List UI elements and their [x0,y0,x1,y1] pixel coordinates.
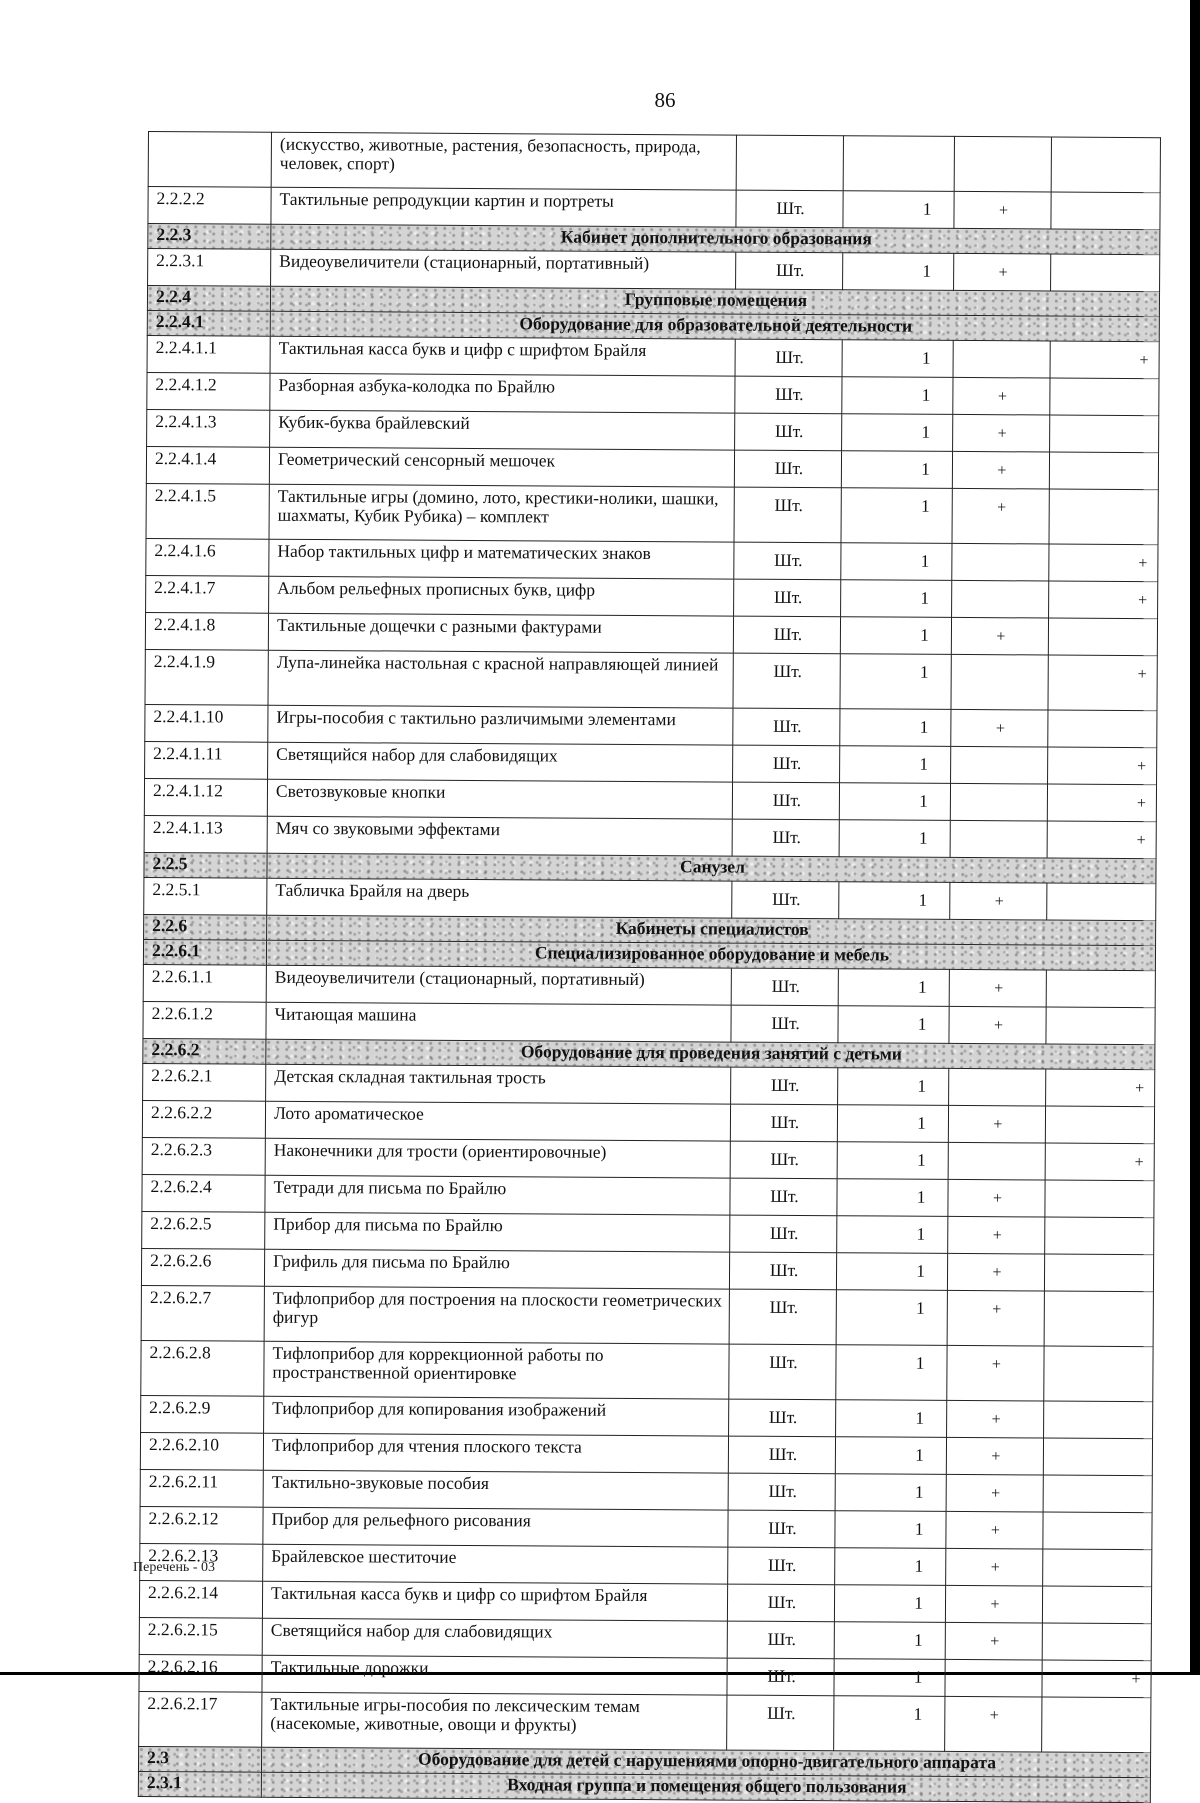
section-code: 2.2.6 [144,914,267,940]
item-quantity: 1 [835,1437,946,1475]
mark-column-1: + [947,1253,1044,1291]
item-quantity: 1 [836,1290,947,1346]
item-code: 2.2.4.1.2 [147,372,270,410]
mark-column-2 [1043,1512,1152,1550]
item-code: 2.2.4.1.10 [145,704,268,742]
item-unit: Шт. [727,1658,834,1696]
mark-column-2 [1044,1401,1153,1439]
item-unit: Шт. [731,968,838,1006]
section-title: Входная группа и помещения общего пользования [261,1772,1150,1802]
table-row [140,1506,1152,1549]
item-code: 2.2.4.1.13 [144,815,267,853]
mark-column-1: + [954,191,1051,229]
item-unit: Шт. [727,1621,834,1659]
item-quantity: 1 [841,451,952,489]
table-row [140,1469,1152,1512]
mark-column-1: + [953,414,1050,452]
table-row [145,649,1157,710]
item-name: Тактильная касса букв и цифр с шрифтом Брайля [270,336,735,376]
table-row [144,877,1156,920]
mark-column-2: + [1042,1660,1151,1698]
item-unit: Шт. [735,339,842,377]
mark-column-1: + [946,1437,1043,1475]
table-row [145,741,1157,784]
item-code: 2.2.4.1.1 [147,335,270,373]
table-row [148,132,1160,193]
section-title: Санузел [267,853,1156,883]
mark-column-2 [1043,1438,1152,1476]
mark-column-2: + [1050,341,1159,379]
table-row [140,1432,1152,1475]
item-quantity: 1 [842,340,953,378]
mark-column-1: + [948,1105,1045,1143]
mark-column-2: + [1047,784,1156,822]
table-row [146,538,1158,581]
item-name: (искусство, животные, растения, безопасность, природа, человек, спорт) [271,132,736,190]
item-quantity: 1 [836,1345,947,1401]
item-code: 2.2.6.1.1 [143,964,266,1002]
item-unit: Шт. [734,579,841,617]
item-code: 2.2.4.1.9 [145,649,268,705]
mark-column-1: + [948,1179,1045,1217]
section-code: 2.2.6.2 [143,1038,266,1064]
item-unit: Шт. [728,1510,835,1548]
item-quantity: 1 [843,191,954,229]
item-code: 2.2.6.1.2 [143,1001,266,1039]
table-row [147,335,1159,378]
mark-column-2 [1044,1254,1153,1292]
item-unit: Шт. [729,1289,836,1345]
item-unit: Шт. [732,819,839,857]
item-code: 2.2.4.1.11 [145,741,268,779]
item-unit: Шт. [733,745,840,783]
item-unit: Шт. [729,1252,836,1290]
mark-column-1: + [949,969,1046,1007]
item-name: Тактильная касса букв и цифр со шрифтом Брайля [262,1581,727,1621]
table-row [148,187,1160,230]
item-code: 2.2.4.1.4 [146,446,269,484]
item-unit: Шт. [727,1695,834,1751]
item-name: Видеоувеличители (стационарный, портативный) [271,249,736,289]
mark-column-1 [953,340,1050,378]
mark-column-1: + [951,709,1048,747]
item-code: 2.2.6.2.11 [140,1469,263,1507]
table-row [146,483,1158,544]
mark-column-1: + [947,1345,1044,1401]
table-row [139,1617,1151,1660]
section-code: 2.2.4 [147,286,270,312]
item-unit: Шт. [730,1215,837,1253]
table-row [141,1285,1153,1346]
item-quantity: 1 [841,543,952,581]
section-code: 2.2.3 [148,224,271,250]
mark-column-1 [951,746,1048,784]
item-unit: Шт. [731,1067,838,1105]
item-code: 2.2.6.2.5 [142,1211,265,1249]
item-name: Мяч со звуковыми эффектами [267,816,732,856]
item-name: Тактильные дорожки [262,1655,727,1695]
item-name: Альбом рельефных прописных букв, цифр [269,576,734,616]
item-name: Наконечники для трости (ориентировочные) [265,1138,730,1178]
item-code: 2.2.4.1.5 [146,483,269,539]
section-code: 2.2.5 [144,852,267,878]
mark-column-2: + [1049,544,1158,582]
section-code: 2.2.4.1 [147,310,270,336]
item-quantity: 1 [840,654,951,710]
mark-column-2 [1051,192,1160,230]
item-unit: Шт. [730,1141,837,1179]
item-name: Видеоувеличители (стационарный, портативный) [266,965,731,1005]
item-quantity: 1 [836,1253,947,1291]
table-row [141,1395,1153,1438]
item-name: Тактильные игры-пособия по лексическим темам (насекомые, животные, овощи и фрукты) [262,1692,727,1750]
item-unit: Шт. [734,542,841,580]
mark-column-2 [1045,1217,1154,1255]
mark-column-2 [1045,1180,1154,1218]
item-name: Тифлоприбор для чтения плоского текста [263,1433,728,1473]
item-name: Набор тактильных цифр и математических знаков [269,539,734,579]
item-quantity: 1 [841,488,952,544]
item-code: 2.2.4.1.12 [144,778,267,816]
item-quantity: 1 [842,377,953,415]
item-code: 2.2.6.2.12 [140,1506,263,1544]
mark-column-1: + [951,617,1048,655]
table-row [145,612,1157,655]
item-quantity: 1 [840,746,951,784]
table-row [142,1137,1154,1180]
item-code: 2.2.6.2.9 [141,1395,264,1433]
table-row [148,249,1160,292]
table-row [143,964,1155,1007]
mark-column-2: + [1046,1069,1155,1107]
item-name: Детская складная тактильная трость [266,1064,731,1104]
table-row [144,815,1156,858]
table-row [146,446,1158,489]
item-code: 2.2.6.2.4 [142,1174,265,1212]
mark-column-2: + [1047,821,1156,859]
mark-column-2 [1050,415,1159,453]
equipment-table-body [138,132,1160,1803]
mark-column-2 [1051,137,1160,193]
item-name: Табличка Брайля на дверь [267,878,732,918]
mark-column-1: + [952,488,1049,544]
mark-column-2 [1050,378,1159,416]
item-quantity: 1 [841,580,952,618]
mark-column-1: + [950,882,1047,920]
item-quantity: 1 [839,882,950,920]
mark-column-1: + [945,1585,1042,1623]
item-unit: Шт. [733,708,840,746]
item-quantity: 1 [838,969,949,1007]
item-name: Тактильно-звуковые пособия [263,1470,728,1510]
item-name: Тетради для письма по Брайлю [265,1175,730,1215]
item-unit: Шт. [728,1436,835,1474]
mark-column-2 [1047,883,1156,921]
mark-column-1: + [947,1400,1044,1438]
item-name: Тифлоприбор для построения на плоскости геометрических фигур [264,1286,729,1344]
item-quantity: 1 [834,1622,945,1660]
mark-column-1: + [946,1511,1043,1549]
item-code: 2.2.4.1.6 [146,538,269,576]
section-title: Групповые помещения [270,286,1159,316]
table-row [140,1543,1152,1586]
item-unit: Шт. [733,616,840,654]
item-unit: Шт. [736,252,843,290]
section-code: 2.3.1 [138,1771,261,1797]
mark-column-1 [948,1142,1045,1180]
item-quantity: 1 [835,1474,946,1512]
table-row [146,575,1158,618]
mark-column-2: + [1048,655,1157,711]
mark-column-2 [1042,1623,1151,1661]
table-row [139,1654,1151,1697]
item-quantity: 1 [839,820,950,858]
item-quantity: 1 [839,783,950,821]
item-code: 2.2.6.2.14 [139,1580,262,1618]
mark-column-1: + [953,377,1050,415]
item-unit: Шт. [732,782,839,820]
mark-column-1 [949,1068,1046,1106]
table-row [143,1063,1155,1106]
item-unit: Шт. [733,653,840,709]
item-unit: Шт. [728,1473,835,1511]
item-quantity: 1 [838,1006,949,1044]
item-quantity: 1 [835,1548,946,1586]
mark-column-2 [1042,1586,1151,1624]
item-name: Прибор для письма по Брайлю [265,1212,730,1252]
mark-column-1 [950,820,1047,858]
item-code: 2.2.6.2.2 [142,1100,265,1138]
mark-column-1: + [947,1290,1044,1346]
item-unit: Шт. [728,1547,835,1585]
item-name: Тактильные дощечки с разными фактурами [268,613,733,653]
mark-column-2 [1048,618,1157,656]
mark-column-2 [1044,1291,1153,1347]
item-name: Кубик-буква брайлевский [270,410,735,450]
item-unit [736,135,843,191]
item-quantity [843,136,954,192]
item-name: Геометрический сенсорный мешочек [269,447,734,487]
item-name: Лупа-линейка настольная с красной направляющей линией [268,650,733,708]
item-code: 2.2.4.1.3 [147,409,270,447]
mark-column-2 [1049,489,1158,545]
mark-column-2 [1043,1475,1152,1513]
item-quantity: 1 [834,1659,945,1697]
mark-column-1: + [945,1696,1042,1752]
mark-column-2 [1046,1007,1155,1045]
mark-column-1: + [946,1548,1043,1586]
item-unit: Шт. [727,1584,834,1622]
item-quantity: 1 [835,1511,946,1549]
item-unit: Шт. [735,376,842,414]
section-code: 2.2.6.1 [143,939,266,965]
mark-column-2 [1044,1346,1153,1402]
mark-column-2 [1048,710,1157,748]
table-row [142,1100,1154,1143]
page-number: 86 [654,88,676,112]
item-name: Игры-пособия с тактильно различимыми элементами [268,705,733,745]
item-code: 2.2.6.2.6 [141,1248,264,1286]
section-title: Оборудование для детей с нарушениями опорно-двигательного аппарата [261,1747,1150,1777]
item-unit: Шт. [731,1005,838,1043]
item-quantity: 1 [840,709,951,747]
item-code: 2.2.6.2.1 [143,1063,266,1101]
mark-column-1: + [952,451,1049,489]
item-code: 2.2.6.2.15 [139,1617,262,1655]
table-row [144,778,1156,821]
equipment-list [138,131,1160,1803]
item-quantity: 1 [843,253,954,291]
section-title: Оборудование для образовательной деятельности [270,311,1159,341]
table-row [141,1248,1153,1291]
item-name: Светящийся набор для слабовидящих [268,742,733,782]
item-name: Прибор для рельефного рисования [263,1507,728,1547]
item-code: 2.2.6.2.13 [140,1543,263,1581]
item-code: 2.2.6.2.7 [141,1285,264,1341]
mark-column-1 [950,783,1047,821]
item-name: Светозвуковые кнопки [267,779,732,819]
item-quantity: 1 [837,1105,948,1143]
mark-column-2: + [1045,1143,1154,1181]
mark-column-1: + [945,1622,1042,1660]
item-code: 2.2.4.1.7 [146,575,269,613]
item-code: 2.2.4.1.8 [145,612,268,650]
item-unit: Шт. [730,1104,837,1142]
item-name: Тактильные репродукции картин и портреты [271,187,736,227]
mark-column-1 [952,580,1049,618]
table-row [141,1340,1153,1401]
mark-column-1 [951,654,1048,710]
item-code: 2.2.5.1 [144,877,267,915]
item-unit: Шт. [736,190,843,228]
item-unit: Шт. [729,1344,836,1400]
item-quantity: 1 [837,1142,948,1180]
table-row [143,1001,1155,1044]
item-quantity: 1 [834,1696,945,1752]
table-row [142,1211,1154,1254]
mark-column-2 [1045,1106,1154,1144]
item-quantity: 1 [840,617,951,655]
table-row [139,1580,1151,1623]
item-name: Тактильные игры (домино, лото, крестики-нолики, шашки, шахматы, Кубик Рубика) – комплект [269,484,734,542]
item-quantity: 1 [836,1400,947,1438]
item-code: 2.2.3.1 [148,249,271,287]
item-name: Светящийся набор для слабовидящих [262,1618,727,1658]
mark-column-1: + [954,253,1051,291]
item-unit: Шт. [730,1178,837,1216]
item-name: Тифлоприбор для коррекционной работы по пространственной ориентировке [264,1341,729,1399]
item-unit: Шт. [734,487,841,543]
item-name: Лото ароматическое [265,1101,730,1141]
item-unit: Шт. [732,881,839,919]
table-row [142,1174,1154,1217]
section-title: Оборудование для проведения занятий с детьми [266,1039,1155,1069]
mark-column-2 [1049,452,1158,490]
section-title: Специализированное оборудование и мебель [266,940,1155,970]
mark-column-1: + [948,1216,1045,1254]
mark-column-2 [1042,1697,1151,1753]
section-title: Кабинеты специалистов [267,915,1156,945]
item-name: Тифлоприбор для копирования изображений [264,1396,729,1436]
mark-column-1 [952,543,1049,581]
item-name: Брайлевское шеститочие [263,1544,728,1584]
item-code: 2.2.6.2.8 [141,1340,264,1396]
mark-column-1: + [946,1474,1043,1512]
mark-column-2: + [1048,747,1157,785]
item-quantity: 1 [834,1585,945,1623]
item-code: 2.2.2.2 [148,187,271,225]
mark-column-1 [954,136,1051,192]
mark-column-2 [1051,254,1160,292]
item-code: 2.2.6.2.10 [140,1432,263,1470]
item-unit: Шт. [729,1399,836,1437]
item-unit: Шт. [734,450,841,488]
section-code: 2.3 [138,1746,261,1772]
table-row [147,409,1159,452]
table-row [145,704,1157,747]
item-code: 2.2.6.2.16 [139,1654,262,1692]
section-title: Кабинет дополнительного образования [271,224,1160,254]
item-name: Разборная азбука-колодка по Брайлю [270,373,735,413]
table-row [147,372,1159,415]
mark-column-1 [945,1659,1042,1697]
item-name: Читающая машина [266,1002,731,1042]
item-name: Грифиль для письма по Брайлю [264,1249,729,1289]
item-quantity: 1 [837,1216,948,1254]
item-unit: Шт. [735,413,842,451]
table-row [139,1691,1151,1752]
item-quantity: 1 [842,414,953,452]
document-footer: Перечень - 03 [133,1560,215,1575]
item-code: 2.2.6.2.17 [139,1691,262,1747]
mark-column-1: + [949,1006,1046,1044]
item-code: 2.2.6.2.3 [142,1137,265,1175]
item-code [148,132,271,188]
mark-column-2: + [1049,581,1158,619]
equipment-table [138,131,1161,1803]
item-quantity: 1 [837,1179,948,1217]
section-header-row [138,1771,1150,1802]
mark-column-2 [1046,970,1155,1008]
item-quantity: 1 [838,1068,949,1106]
mark-column-2 [1043,1549,1152,1587]
scan-border-right [1190,0,1200,1675]
